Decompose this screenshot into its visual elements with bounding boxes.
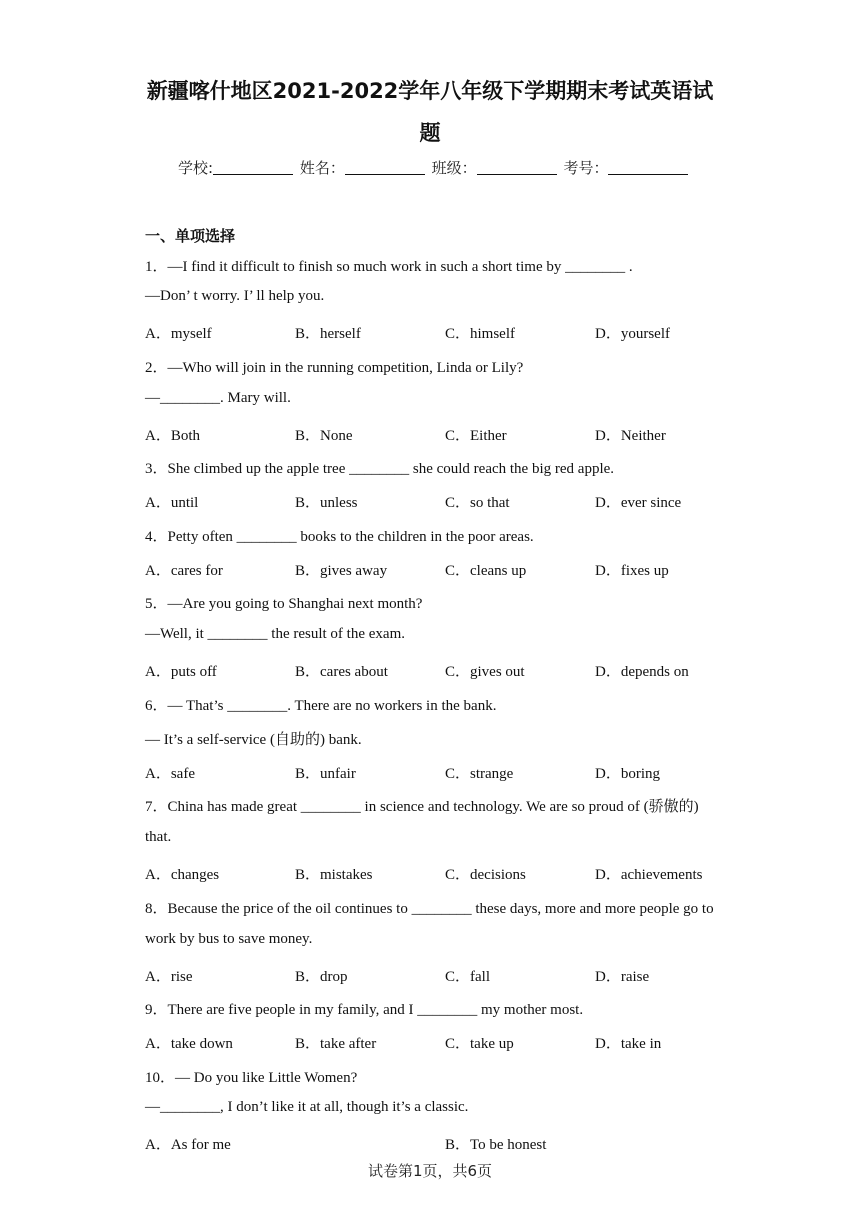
option-b: B．None <box>295 428 353 444</box>
option-d: D．Neither <box>595 428 666 444</box>
option-a: A．As for me <box>145 1137 231 1153</box>
option-b: B．take after <box>295 1036 377 1052</box>
name-label: 姓名： <box>299 159 345 177</box>
question-10-stem: 10．— Do you like Little Women? <box>145 1070 358 1086</box>
option-a: A．puts off <box>145 664 217 680</box>
class-blank <box>477 160 557 175</box>
question-1-stem: 1．—I find it difficult to finish so much work in such a short time by ________ . <box>145 259 633 275</box>
option-d: D．take in <box>595 1036 662 1052</box>
option-d: D．depends on <box>595 664 689 680</box>
option-b: B．unless <box>295 495 358 511</box>
option-c: C．strange <box>445 766 514 782</box>
question-8-stem: 8．Because the price of the oil continues to ________ these days, more and more people go to <box>145 901 714 917</box>
number-label: 考号： <box>563 159 609 177</box>
question-9-stem: 9．There are five people in my family, and I ________ my mother most. <box>145 1002 584 1018</box>
question-5-line-2: —Well, it ________ the result of the exam. <box>145 626 405 642</box>
name-blank <box>345 160 425 175</box>
option-c: C．Either <box>445 428 507 444</box>
option-a: A．take down <box>145 1036 233 1052</box>
page-footer: 试卷第1页，共6页 <box>367 1162 493 1180</box>
question-3-stem: 3．She climbed up the apple tree ________ she could reach the big red apple. <box>145 461 615 477</box>
option-b: B．unfair <box>295 766 356 782</box>
option-a: A．Both <box>145 428 201 444</box>
option-a: A．changes <box>145 867 220 883</box>
option-b: B．gives away <box>295 563 388 579</box>
student-info-row <box>178 157 690 178</box>
option-b: B．drop <box>295 969 348 985</box>
question-6-stem: 6．— That’s ________. There are no workers in the bank. <box>145 698 497 714</box>
document-title-continued: 题 <box>419 121 441 145</box>
option-b: B．cares about <box>295 664 388 680</box>
question-7-stem: 7．China has made great ________ in science and technology. We are so proud of (骄傲的) <box>145 799 699 815</box>
option-a: A．cares for <box>145 563 223 579</box>
question-7-line-2: that. <box>145 829 172 845</box>
document-title: 新疆喀什地区2021-2022学年八年级下学期期末考试英语试 <box>146 79 714 103</box>
question-10-line-2: —________, I don’t like it at all, though it’s a classic. <box>145 1099 469 1115</box>
option-b: B．herself <box>295 326 361 342</box>
question-2-stem: 2．—Who will join in the running competition, Linda or Lily? <box>145 360 524 376</box>
option-c: C．cleans up <box>445 563 527 579</box>
option-b: B．mistakes <box>295 867 373 883</box>
option-a: A．until <box>145 495 199 511</box>
option-d: D．raise <box>595 969 650 985</box>
question-1-line-2: —Don’ t worry. I’ ll help you. <box>145 288 325 304</box>
option-c: C．himself <box>445 326 515 342</box>
number-blank <box>608 160 688 175</box>
option-c: C．fall <box>445 969 490 985</box>
option-d: D．boring <box>595 766 660 782</box>
option-a: A．myself <box>145 326 212 342</box>
option-b: B．To be honest <box>445 1137 547 1153</box>
option-d: D．achievements <box>595 867 703 883</box>
option-d: D．ever since <box>595 495 682 511</box>
option-c: C．so that <box>445 495 510 511</box>
section-heading: 一、单项选择 <box>145 227 236 245</box>
school-blank <box>213 160 293 175</box>
option-c: C．take up <box>445 1036 514 1052</box>
option-a: A．safe <box>145 766 195 782</box>
question-6-line-2: — It’s a self-service (自助的) bank. <box>145 732 362 748</box>
class-label: 班级： <box>431 159 477 177</box>
option-c: C．gives out <box>445 664 525 680</box>
question-5-stem: 5．—Are you going to Shanghai next month? <box>145 596 423 612</box>
question-2-line-2: —________. Mary will. <box>145 390 291 406</box>
option-a: A．rise <box>145 969 193 985</box>
question-4-stem: 4．Petty often ________ books to the children in the poor areas. <box>145 529 534 545</box>
option-d: D．yourself <box>595 326 670 342</box>
option-c: C．decisions <box>445 867 526 883</box>
question-8-line-2: work by bus to save money. <box>145 931 313 947</box>
school-label: 学校: <box>178 159 214 177</box>
option-d: D．fixes up <box>595 563 669 579</box>
